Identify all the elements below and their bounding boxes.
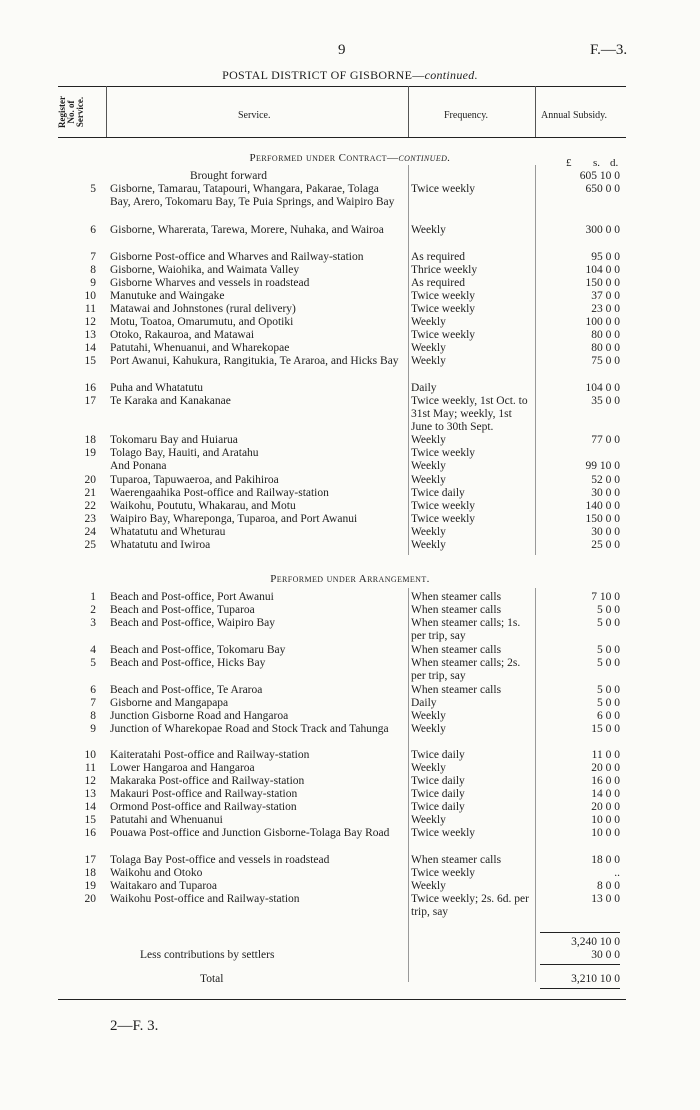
register-number: 9 — [90, 277, 96, 289]
subsidy-cell: 35 0 0 — [591, 395, 620, 407]
currency-pounds: £ — [566, 157, 572, 169]
frequency-cell: When steamer calls — [411, 644, 502, 656]
service-cell: Ormond Post-office and Railway-station — [110, 801, 297, 813]
subsidy-cell: 5 0 0 — [597, 604, 620, 616]
frequency-cell: Twice weekly — [411, 500, 476, 512]
service-cell: Patutahi, Whenuanui, and Wharekopae — [110, 342, 290, 354]
service-cell: Whatatutu and Iwiroa — [110, 539, 211, 551]
freq-column-rule-2 — [408, 588, 409, 982]
currency-shillings: s. — [593, 157, 601, 169]
register-number: 12 — [84, 316, 96, 328]
frequency-cell: Twice daily — [411, 801, 465, 813]
service-cell: Otoko, Rakauroa, and Matawai — [110, 329, 255, 341]
register-number: 21 — [84, 487, 96, 499]
subsidy-cell: 20 0 0 — [591, 762, 620, 774]
title-continued: continued. — [424, 68, 478, 82]
subsidy-cell: 6 0 0 — [597, 710, 620, 722]
frequency-cell: Weekly — [411, 526, 446, 538]
frequency-cell: As required — [411, 251, 465, 263]
service-cell: Waikohu Post-office and Railway-station — [110, 893, 300, 905]
frequency-cell: Daily — [411, 382, 437, 394]
frequency-cell: When steamer calls — [411, 604, 502, 616]
register-number: 19 — [84, 447, 96, 459]
header-divider-1 — [106, 86, 107, 137]
subsidy-cell: 8 0 0 — [597, 880, 620, 892]
subsidy-cell: 75 0 0 — [591, 355, 620, 367]
subsidy-cell: 52 0 0 — [591, 474, 620, 486]
header-service: Service. — [238, 110, 271, 121]
service-cell: Junction of Wharekopae Road and Stock Track and Tahunga — [110, 723, 389, 735]
register-number: 10 — [84, 290, 96, 302]
service-cell: Waerengaahika Post-office and Railway-station — [110, 487, 329, 499]
register-number: 14 — [84, 342, 96, 354]
register-number: 15 — [84, 814, 96, 826]
register-number: 8 — [90, 710, 96, 722]
frequency-cell: Weekly — [411, 539, 446, 551]
subtotal-rule — [540, 932, 620, 933]
frequency-cell: Daily — [411, 697, 437, 709]
register-number: 8 — [90, 264, 96, 276]
subsidy-cell: 14 0 0 — [591, 788, 620, 800]
freq-column-rule-1 — [408, 165, 409, 555]
register-number: 18 — [84, 434, 96, 446]
register-number: 24 — [84, 526, 96, 538]
subsidy-cell: 300 0 0 — [585, 224, 620, 236]
frequency-cell: Weekly — [411, 710, 446, 722]
subsidy-cell: 15 0 0 — [591, 723, 620, 735]
frequency-cell: Twice daily — [411, 487, 465, 499]
register-number: 13 — [84, 329, 96, 341]
register-number: 2 — [90, 604, 96, 616]
subsidy-cell: 23 0 0 — [591, 303, 620, 315]
subsidy-cell: 77 0 0 — [591, 434, 620, 446]
register-number: 11 — [84, 762, 96, 774]
service-cell: Gisborne, Tamarau, Tatapouri, Whangara, Pakarae, Tolaga Bay, Arero, Tokomaru Bay, Te Puia Springs, and Waipiro Bay — [110, 183, 395, 208]
service-cell: Patutahi and Whenuanui — [110, 814, 223, 826]
register-number: 16 — [84, 827, 96, 839]
subsidy-cell: 18 0 0 — [591, 854, 620, 866]
register-number: 3 — [90, 617, 96, 629]
service-cell: Gisborne Post-office and Wharves and Railway-station — [110, 251, 364, 263]
header-divider-3 — [535, 86, 536, 137]
register-number: 7 — [90, 251, 96, 263]
service-cell: Waikohu and Otoko — [110, 867, 203, 879]
register-number: 5 — [90, 183, 96, 195]
page-reference: F.—3. — [590, 42, 628, 58]
frequency-cell: Twice weekly — [411, 513, 476, 525]
frequency-cell: Weekly — [411, 355, 446, 367]
service-cell: Beach and Post-office, Waipiro Bay — [110, 617, 276, 629]
frequency-cell: Twice weekly — [411, 329, 476, 341]
register-number: 1 — [90, 591, 96, 603]
header-reg-line-3: Service. — [75, 96, 85, 128]
register-number: 7 — [90, 697, 96, 709]
section-contract-continued: continued. — [398, 152, 451, 164]
service-cell: Tuparoa, Tapuwaeroa, and Pakihiroa — [110, 474, 279, 486]
total-rule-top — [540, 964, 620, 965]
header-reg-line-1: Register — [57, 96, 67, 128]
subsidy-cell: 150 0 0 — [585, 513, 620, 525]
service-cell: And Ponana — [110, 460, 167, 472]
subsidy-cell: 80 0 0 — [591, 342, 620, 354]
frequency-cell: When steamer calls; 2s. per trip, say — [411, 657, 521, 682]
subsidy-cell: 10 0 0 — [591, 827, 620, 839]
subsidy-cell: 650 0 0 — [585, 183, 620, 195]
subsidy-cell: 30 0 0 — [591, 487, 620, 499]
register-number: 4 — [90, 644, 96, 656]
service-cell: Waikohu, Poututu, Whakarau, and Motu — [110, 500, 296, 512]
less-contributions-value: 30 0 0 — [591, 949, 620, 961]
register-number: 6 — [90, 224, 96, 236]
subsidy-cell: 5 0 0 — [597, 617, 620, 629]
register-number: 9 — [90, 723, 96, 735]
subsidy-cell: 16 0 0 — [591, 775, 620, 787]
subtotal-value: 3,240 10 0 — [571, 936, 620, 948]
total-label: Total — [200, 973, 224, 985]
frequency-cell: Weekly — [411, 342, 446, 354]
frequency-cell: When steamer calls — [411, 854, 502, 866]
subsidy-column-rule-2 — [535, 588, 536, 982]
subsidy-cell: .. — [614, 867, 620, 879]
register-number: 20 — [84, 474, 96, 486]
brought-forward-value: 605 10 0 — [579, 170, 620, 182]
frequency-cell: Twice weekly — [411, 290, 476, 302]
service-cell: Tolaga Bay Post-office and vessels in roadstead — [110, 854, 330, 866]
service-cell: Motu, Toatoa, Omarumutu, and Opotiki — [110, 316, 294, 328]
service-cell: Beach and Post-office, Hicks Bay — [110, 657, 266, 669]
service-cell: Waipiro Bay, Whareponga, Tuparoa, and Port Awanui — [110, 513, 358, 525]
service-cell: Te Karaka and Kanakanae — [110, 395, 231, 407]
header-top-rule — [58, 86, 626, 87]
frequency-cell: Twice daily — [411, 788, 465, 800]
service-cell: Whatatutu and Wheturau — [110, 526, 226, 538]
subsidy-cell: 104 0 0 — [585, 264, 620, 276]
service-cell: Matawai and Johnstones (rural delivery) — [110, 303, 296, 315]
register-number: 16 — [84, 382, 96, 394]
subsidy-cell: 80 0 0 — [591, 329, 620, 341]
page-number: 9 — [338, 42, 346, 58]
service-cell: Tokomaru Bay and Huiarua — [110, 434, 238, 446]
subsidy-cell: 5 0 0 — [597, 644, 620, 656]
subsidy-cell: 11 0 0 — [591, 749, 620, 761]
service-cell: Beach and Post-office, Port Awanui — [110, 591, 274, 603]
frequency-cell: Weekly — [411, 880, 446, 892]
register-number: 22 — [84, 500, 96, 512]
frequency-cell: Weekly — [411, 316, 446, 328]
service-cell: Junction Gisborne Road and Hangaroa — [110, 710, 289, 722]
page-bottom-rule — [58, 999, 626, 1000]
service-cell: Beach and Post-office, Te Araroa — [110, 684, 263, 696]
service-cell: Beach and Post-office, Tuparoa — [110, 604, 255, 616]
service-cell: Gisborne and Mangapapa — [110, 697, 229, 709]
subsidy-cell: 150 0 0 — [585, 277, 620, 289]
subsidy-cell: 5 0 0 — [597, 684, 620, 696]
register-number: 17 — [84, 395, 96, 407]
register-number: 5 — [90, 657, 96, 669]
service-cell: Port Awanui, Kahukura, Rangitukia, Te Araroa, and Hicks Bay — [110, 355, 399, 367]
subsidy-cell: 140 0 0 — [585, 500, 620, 512]
frequency-cell: Twice weekly — [411, 183, 476, 195]
subsidy-cell: 5 0 0 — [597, 697, 620, 709]
register-number: 6 — [90, 684, 96, 696]
frequency-cell: Weekly — [411, 460, 446, 472]
frequency-cell: When steamer calls — [411, 591, 502, 603]
subsidy-cell: 10 0 0 — [591, 814, 620, 826]
service-cell: Beach and Post-office, Tokomaru Bay — [110, 644, 286, 656]
subsidy-cell: 99 10 0 — [585, 460, 620, 472]
subsidy-cell: 5 0 0 — [597, 657, 620, 669]
frequency-cell: Weekly — [411, 434, 446, 446]
register-number: 18 — [84, 867, 96, 879]
frequency-cell: Weekly — [411, 224, 446, 236]
header-reg-line-2: No. of — [66, 100, 76, 124]
service-cell: Pouawa Post-office and Junction Gisborne-Tolaga Bay Road — [110, 827, 390, 839]
page-title — [0, 68, 700, 83]
section-arrangement-title: Performed under Arrangement. — [270, 573, 430, 585]
service-cell: Tolago Bay, Hauiti, and Aratahu — [110, 447, 259, 459]
subsidy-column-rule-1 — [535, 165, 536, 555]
frequency-cell: Twice weekly — [411, 303, 476, 315]
subsidy-cell: 95 0 0 — [591, 251, 620, 263]
subsidy-cell: 100 0 0 — [585, 316, 620, 328]
title-main: POSTAL DISTRICT OF GISBORNE— — [222, 68, 425, 82]
register-number: 14 — [84, 801, 96, 813]
header-divider-2 — [408, 86, 409, 137]
subsidy-cell: 104 0 0 — [585, 382, 620, 394]
subsidy-cell: 7 10 0 — [591, 591, 620, 603]
frequency-cell: Twice weekly — [411, 867, 476, 879]
header-register-no — [58, 90, 106, 135]
frequency-cell: Twice daily — [411, 775, 465, 787]
subsidy-cell: 25 0 0 — [591, 539, 620, 551]
frequency-cell: Weekly — [411, 474, 446, 486]
frequency-cell: As required — [411, 277, 465, 289]
register-number: 23 — [84, 513, 96, 525]
frequency-cell: Twice weekly; 2s. 6d. per trip, say — [411, 893, 529, 918]
service-cell: Gisborne Wharves and vessels in roadstead — [110, 277, 310, 289]
service-cell: Gisborne, Wharerata, Tarewa, Morere, Nuhaka, and Wairoa — [110, 224, 384, 236]
service-cell: Puha and Whatatutu — [110, 382, 204, 394]
subsidy-cell: 30 0 0 — [591, 526, 620, 538]
section-contract-label: Performed under Contract— — [249, 152, 399, 164]
register-number: 12 — [84, 775, 96, 787]
total-rule-bottom — [540, 988, 620, 989]
subsidy-cell: 37 0 0 — [591, 290, 620, 302]
header-bottom-rule — [58, 137, 626, 138]
register-number: 11 — [84, 303, 96, 315]
subsidy-cell: 20 0 0 — [591, 801, 620, 813]
register-number: 25 — [84, 539, 96, 551]
currency-pence: d. — [610, 157, 619, 169]
brought-forward-label: Brought forward — [190, 170, 267, 182]
frequency-cell: Weekly — [411, 762, 446, 774]
frequency-cell: Twice weekly — [411, 827, 476, 839]
frequency-cell: Weekly — [411, 723, 446, 735]
register-number: 17 — [84, 854, 96, 866]
service-cell: Manutuke and Waingake — [110, 290, 225, 302]
header-annual-subsidy: Annual Subsidy. — [541, 110, 608, 121]
frequency-cell: Twice weekly, 1st Oct. to 31st May; weekly, 1st June to 30th Sept. — [411, 395, 528, 433]
frequency-cell: When steamer calls — [411, 684, 502, 696]
frequency-cell: Twice weekly — [411, 447, 476, 459]
header-frequency: Frequency. — [444, 110, 489, 121]
register-number: 13 — [84, 788, 96, 800]
footer-signature: 2—F. 3. — [110, 1018, 159, 1034]
less-contributions-label: Less contributions by settlers — [140, 949, 275, 961]
service-cell: Waitakaro and Tuparoa — [110, 880, 218, 892]
service-cell: Lower Hangaroa and Hangaroa — [110, 762, 255, 774]
service-cell: Kaiteratahi Post-office and Railway-station — [110, 749, 310, 761]
service-cell: Makaraka Post-office and Railway-station — [110, 775, 305, 787]
total-value: 3,210 10 0 — [571, 973, 620, 985]
frequency-cell: Thrice weekly — [411, 264, 478, 276]
register-number: 15 — [84, 355, 96, 367]
register-number: 20 — [84, 893, 96, 905]
service-cell: Gisborne, Waiohika, and Waimata Valley — [110, 264, 300, 276]
register-number: 10 — [84, 749, 96, 761]
subsidy-cell: 13 0 0 — [591, 893, 620, 905]
frequency-cell: When steamer calls; 1s. per trip, say — [411, 617, 521, 642]
frequency-cell: Twice daily — [411, 749, 465, 761]
service-cell: Makauri Post-office and Railway-station — [110, 788, 298, 800]
frequency-cell: Weekly — [411, 814, 446, 826]
register-number: 19 — [84, 880, 96, 892]
